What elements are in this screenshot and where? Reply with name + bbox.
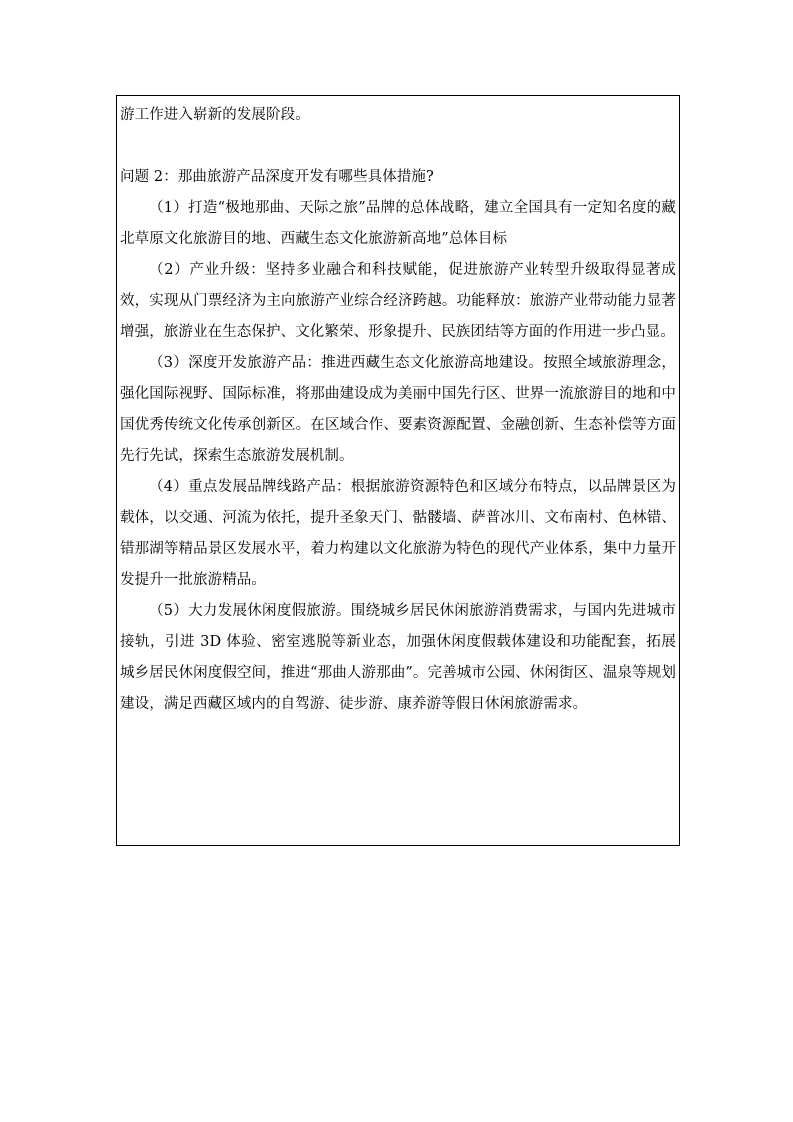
paragraph-3: （3）深度开发旅游产品：推进西藏生态文化旅游高地建设。按照全域旅游理念，强化国际视野、国际标准，将那曲建设成为美丽中国先行区、世界一流旅游目的地和中国优秀传统文化传承创新区。在区域合作、要素资源配置、金融创新、生态补偿等方面先行先试，探索生态旅游发展机制。 [120,355,676,464]
question-title: 问题 2：那曲旅游产品深度开发有哪些具体措施? [120,169,434,185]
lead-line: 游工作进入崭新的发展阶段。 [120,107,310,123]
text-content [120,100,676,720]
text-frame [116,95,680,846]
paragraph-2: （2）产业升级：坚持多业融合和科技赋能，促进旅游产业转型升级取得显著成效，实现从门票经济为主向旅游产业综合经济跨越。功能释放：旅游产业带动能力显著增强，旅游业在生态保护、文化繁荣、形象提升、民族团结等方面的作用进一步凸显。 [120,262,676,340]
blank-line [120,131,676,162]
paragraph-1: （1）打造“极地那曲、天际之旅”品牌的总体战略，建立全国具有一定知名度的藏北草原文化旅游目的地、西藏生态文化旅游新高地”总体目标 [120,200,676,247]
paragraph-5: （5）大力发展休闲度假旅游。围绕城乡居民休闲旅游消费需求，与国内先进城市接轨，引进 3D 体验、密室逃脱等新业态，加强休闲度假载体建设和功能配套，拓展城乡居民休闲度假空间，推进“那曲人游那曲”。完善城市公园、休闲街区、温泉等规划建设，满足西藏区域内的自驾游、徒步游、康养游等假日休闲旅游需求。 [120,603,676,712]
paragraph-4: （4）重点发展品牌线路产品：根据旅游资源特色和区域分布特点，以品牌景区为载体，以交通、河流为依托，提升圣象天门、骷髅墙、萨普冰川、文布南村、色林错、错那湖等精品景区发展水平，着力构建以文化旅游为特色的现代产业体系，集中力量开发提升一批旅游精品。 [120,479,676,588]
